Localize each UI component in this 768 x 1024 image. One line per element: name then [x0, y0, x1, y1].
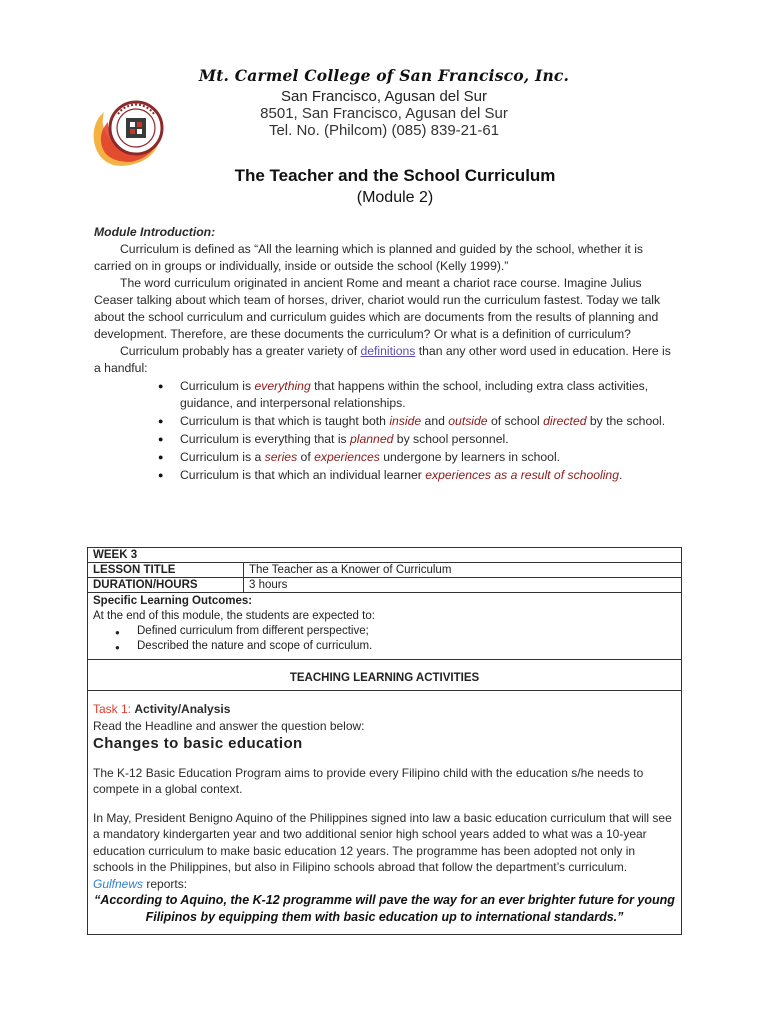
task-header — [93, 701, 676, 718]
task-instruction: Read the Headline and answer the question below: — [93, 718, 365, 733]
news-paragraph-2: In May, President Benigno Aquino of the Philippines signed into law a basic education curriculum that will see a mandatory kindergarten year and two additional senior high school years added to what was a 10-year education curriculum to make basic education 12 years. The programme has been adopted not only in schools in the Philippines, but also in Filipino schools abroad that follow the department’s curriculum. Gulfnews reports: — [93, 810, 672, 891]
slo-item: ● Defined curriculum from different perspective; — [137, 624, 676, 639]
definition-item: ● Curriculum is that which is taught both inside and outside of school directed by the school. — [180, 413, 674, 430]
news-paragraph-1: The K-12 Basic Education Program aims to provide every Filipino child with the education s/he needs to compete in a global context. — [93, 765, 644, 796]
intro-paragraph-2: The word curriculum originated in ancient Rome and meant a chariot race course. Imagine Julius Ceaser talking about which team of horses, driver, chariot would run the curriculum fastest. Today we talk about the school curriculum and curriculum guides which are documents from the results of planning and development. Therefore, are these documents the curriculum? Or what is a definition of curriculum? — [94, 276, 661, 341]
duration-value: 3 hours — [244, 578, 682, 593]
lesson-title-value: The Teacher as a Knower of Curriculum — [244, 563, 682, 578]
slo-item: ● Described the nature and scope of curriculum. — [137, 639, 676, 654]
college-name: Mt. Carmel College of San Francisco, Inc. — [198, 66, 570, 85]
definition-item: ● Curriculum is a series of experiences undergone by learners in school. — [180, 449, 674, 466]
task-label: Task 1: — [93, 702, 132, 716]
module-title: The Teacher and the School Curriculum — [234, 166, 556, 185]
definitions-link[interactable]: definitions — [360, 344, 416, 358]
news-headline: Changes to basic education — [93, 735, 303, 752]
lesson-table — [87, 547, 682, 935]
aquino-quote: “According to Aquino, the K-12 programme will pave the way for an ever brighter future for young Filipinos by equipping them with basic education up to international standards.” — [94, 893, 675, 924]
definition-item: ● Curriculum is that which an individual learner experiences as a result of schooling. — [180, 467, 674, 484]
gulfnews-source: Gulfnews — [93, 876, 144, 891]
learning-outcomes-cell — [88, 593, 682, 660]
college-postal-address: 8501, San Francisco, Agusan del Sur — [260, 105, 508, 122]
slo-intro: At the end of this module, the students are expected to: — [93, 610, 375, 622]
lesson-title-label: LESSON TITLE — [88, 563, 244, 578]
intro-paragraph-3 — [94, 343, 674, 377]
intro-paragraph-1: Curriculum is defined as “All the learning which is planned and guided by the school, whether it is carried on in groups or individually, inside or outside the school (Kelly 1999).” — [94, 242, 643, 273]
college-city: San Francisco, Agusan del Sur — [281, 88, 487, 105]
duration-label: DURATION/HOURS — [88, 578, 244, 593]
slo-list — [93, 624, 676, 654]
task-cell — [88, 691, 682, 935]
definition-item: ● Curriculum is everything that is planned by school personnel. — [180, 431, 674, 448]
college-telephone: Tel. No. (Philcom) (085) 839-21-61 — [268, 122, 500, 139]
module-introduction — [94, 224, 674, 485]
module-number: (Module 2) — [356, 189, 434, 206]
definitions-list — [94, 378, 674, 484]
tla-heading: TEACHING LEARNING ACTIVITIES — [88, 660, 682, 691]
intro-p3-post: than any other word used in education. Here is a handful: — [94, 344, 671, 375]
intro-label: Module Introduction: — [94, 225, 216, 239]
slo-heading: Specific Learning Outcomes: — [93, 595, 253, 607]
intro-p3-pre: Curriculum probably has a greater variety of — [120, 344, 361, 358]
task-title: Activity/Analysis — [134, 702, 231, 716]
definition-item: ● Curriculum is everything that happens within the school, including extra class activities, guidance, and interpersonal relationships. — [180, 378, 674, 412]
week-label: WEEK 3 — [88, 548, 682, 563]
